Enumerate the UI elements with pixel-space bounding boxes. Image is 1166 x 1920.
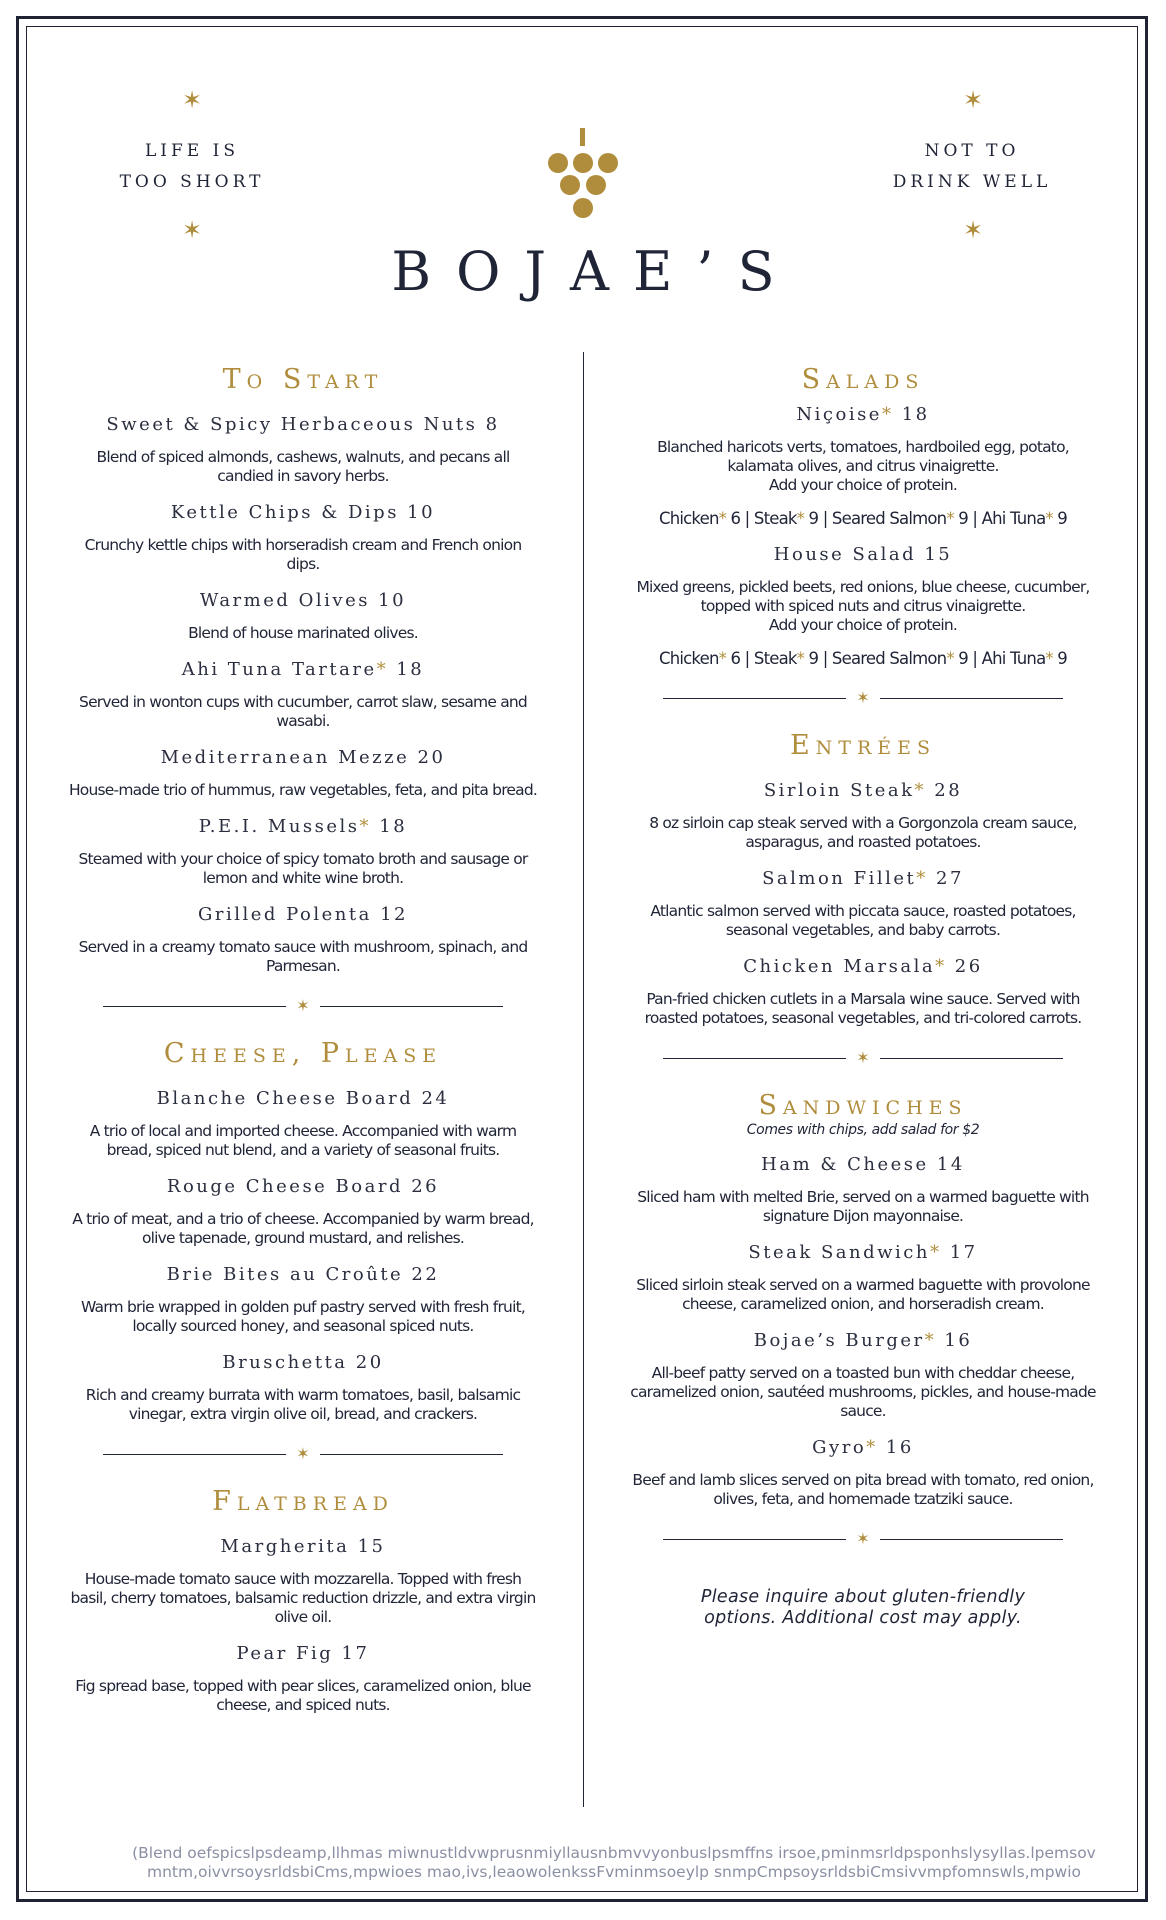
- menu-item: [628, 1240, 1098, 1314]
- menu-item: [628, 866, 1098, 940]
- separator: |: [740, 649, 754, 668]
- gluten-note-line-2: options. Additional cost may apply.: [704, 1608, 1022, 1628]
- item-description-note: Add your choice of protein.: [768, 616, 958, 634]
- footer-text: [84, 1844, 1144, 1882]
- item-price: 28: [926, 780, 963, 801]
- item-name: [628, 1328, 1098, 1354]
- item-description: Warm brie wrapped in golden puf pastry served with fresh fruit, locally sourced honey, and seasonal spiced nuts.: [81, 1298, 525, 1335]
- protein-steak: Steak: [753, 649, 797, 668]
- star-icon: *: [935, 956, 947, 977]
- item-price: 17: [941, 1242, 978, 1263]
- menu-item: [628, 542, 1098, 668]
- star-icon: ✶: [856, 688, 870, 707]
- protein-price: 9: [1052, 509, 1067, 528]
- star-icon: *: [796, 649, 805, 668]
- item-description: A trio of local and imported cheese. Accompanied with warm bread, spiced nut blend, and a variety of seasonal fruits.: [89, 1122, 517, 1159]
- item-name: Kettle Chips & Dips 10: [170, 502, 436, 523]
- item-name: Margherita 15: [220, 1536, 386, 1557]
- grape-cluster-icon: [547, 128, 619, 223]
- protein-salmon: Seared Salmon: [831, 509, 947, 528]
- item-price: 27: [927, 868, 964, 889]
- item-title: Gyro: [812, 1437, 867, 1458]
- protein-price: 6: [726, 509, 741, 528]
- item-name: Blanche Cheese Board 24: [156, 1088, 450, 1109]
- item-description: House-made tomato sauce with mozzarella. Topped with fresh basil, cherry tomatoes, balsamic reduction drizzle, and extra virgin olive oil.: [70, 1570, 536, 1626]
- item-name: Warmed Olives 10: [199, 590, 407, 611]
- menu-item: [68, 1174, 538, 1248]
- star-icon: ✶: [856, 1048, 870, 1067]
- item-name: Mediterranean Mezze 20: [160, 747, 446, 768]
- item-description: Crunchy kettle chips with horseradish cream and French onion dips.: [84, 536, 522, 573]
- menu-item: [68, 500, 538, 574]
- item-title: Bojae’s Burger: [753, 1330, 925, 1351]
- star-icon: *: [881, 404, 894, 425]
- section-divider: [663, 1531, 1063, 1547]
- menu-item: [628, 1328, 1098, 1421]
- star-icon: *: [796, 509, 805, 528]
- menu-item: [68, 902, 538, 976]
- star-icon: ✶: [181, 86, 203, 114]
- item-name: House Salad 15: [773, 544, 953, 565]
- right-column: [628, 362, 1098, 1629]
- menu-item: [628, 1152, 1098, 1226]
- item-title: P.E.I. Mussels: [198, 816, 360, 837]
- protein-tuna: Ahi Tuna: [981, 649, 1046, 668]
- star-icon: *: [929, 1242, 942, 1263]
- item-name: Grilled Polenta 12: [198, 904, 408, 925]
- item-description: Served in wonton cups with cucumber, carrot slaw, sesame and wasabi.: [79, 693, 527, 730]
- item-price: 16: [936, 1330, 973, 1351]
- gluten-note-line-1: Please inquire about gluten-friendly: [700, 1587, 1026, 1607]
- item-description: Fig spread base, topped with pear slices, caramelized onion, blue cheese, and spiced nuts.: [75, 1677, 531, 1714]
- star-icon: ✶: [856, 1529, 870, 1548]
- menu-item: [68, 1086, 538, 1160]
- item-title: Ahi Tuna Tartare: [181, 659, 377, 680]
- tagline-left: [82, 136, 302, 198]
- item-price: 26: [946, 956, 983, 977]
- star-icon: ✶: [962, 86, 984, 114]
- section-divider: [103, 1446, 503, 1462]
- item-title: Niçoise: [796, 404, 882, 425]
- item-price: 18: [893, 404, 930, 425]
- protein-chicken: Chicken: [659, 649, 719, 668]
- tagline-right: [862, 136, 1082, 198]
- star-icon: *: [914, 780, 927, 801]
- item-name: [68, 814, 538, 840]
- item-title: Sirloin Steak: [763, 780, 915, 801]
- restaurant-name: BOJAE’S: [391, 240, 799, 303]
- item-name: [628, 1435, 1098, 1461]
- protein-tuna: Ahi Tuna: [981, 509, 1046, 528]
- item-name: Pear Fig 17: [236, 1643, 370, 1664]
- section-title-sandwiches: Sandwiches: [758, 1090, 968, 1121]
- star-icon: *: [946, 509, 954, 528]
- tagline-left-line-1: LIFE IS: [145, 141, 239, 161]
- item-name: [628, 402, 1098, 428]
- item-name: Sweet & Spicy Herbaceous Nuts 8: [106, 414, 500, 435]
- menu-item: [68, 745, 538, 800]
- column-divider: [583, 352, 584, 1807]
- star-icon: *: [376, 659, 389, 680]
- item-name: [628, 1240, 1098, 1266]
- item-title: Salmon Fillet: [762, 868, 917, 889]
- item-description: Mixed greens, pickled beets, red onions, blue cheese, cucumber, topped with spiced nuts and citrus vinaigrette.: [636, 578, 1090, 615]
- section-title-to-start: To Start: [222, 364, 384, 395]
- tagline-right-line-1: NOT TO: [924, 141, 1020, 161]
- item-description: Blanched haricots verts, tomatoes, hardboiled egg, potato, kalamata olives, and citrus vinaigrette.: [657, 438, 1069, 475]
- section-title-entrees: Entrées: [789, 730, 937, 761]
- menu-item: [628, 778, 1098, 852]
- item-name: [628, 866, 1098, 892]
- item-name: [68, 657, 538, 683]
- item-description: Blend of spiced almonds, cashews, walnuts, and pecans all candied in savory herbs.: [96, 448, 510, 485]
- menu-item: [68, 1350, 538, 1424]
- item-name: Rouge Cheese Board 26: [166, 1176, 440, 1197]
- protein-options: [628, 509, 1098, 528]
- item-description: Rich and creamy burrata with warm tomatoes, basil, balsamic vinegar, extra virgin olive oil, bread, and crackers.: [85, 1386, 521, 1423]
- separator: |: [967, 649, 982, 668]
- separator: |: [967, 509, 982, 528]
- star-icon: *: [718, 509, 727, 528]
- left-column: [68, 362, 538, 1715]
- item-price: 16: [877, 1437, 914, 1458]
- protein-price: 6: [726, 649, 741, 668]
- section-title-flatbread: Flatbread: [212, 1486, 394, 1517]
- protein-price: 9: [953, 509, 968, 528]
- menu-item: [628, 402, 1098, 528]
- item-title: Chicken Marsala: [743, 956, 936, 977]
- gluten-note: [628, 1587, 1098, 1629]
- star-icon: *: [916, 868, 928, 889]
- star-icon: ✶: [296, 1444, 310, 1463]
- star-icon: ✶: [181, 216, 203, 244]
- menu-item: [68, 1534, 538, 1627]
- item-description: Pan-fried chicken cutlets in a Marsala wine sauce. Served with roasted potatoes, seasonal vegetables, and tri-colored carrots.: [644, 990, 1082, 1027]
- item-description: Sliced ham with melted Brie, served on a warmed baguette with signature Dijon mayonnaise.: [637, 1188, 1089, 1225]
- item-price: 18: [388, 659, 425, 680]
- item-description: All-beef patty served on a toasted bun with cheddar cheese, caramelized onion, sautéed mushrooms, pickles, and house-made sauce.: [630, 1364, 1096, 1420]
- item-name: [628, 778, 1098, 804]
- item-price: 18: [371, 816, 408, 837]
- star-icon: ✶: [962, 216, 984, 244]
- item-description: Blend of house marinated olives.: [188, 624, 418, 642]
- star-icon: ✶: [296, 996, 310, 1015]
- item-description: 8 oz sirloin cap steak served with a Gorgonzola cream sauce, asparagus, and roasted potatoes.: [649, 814, 1077, 851]
- item-description: Atlantic salmon served with piccata sauce, roasted potatoes, seasonal vegetables, and baby carrots.: [650, 902, 1076, 939]
- item-description-note: Add your choice of protein.: [768, 476, 958, 494]
- star-icon: *: [924, 1330, 937, 1351]
- separator: |: [740, 509, 754, 528]
- menu-item: [68, 412, 538, 486]
- menu-item: [628, 954, 1098, 1028]
- tagline-left-line-2: TOO SHORT: [119, 172, 265, 192]
- item-description: Served in a creamy tomato sauce with mushroom, spinach, and Parmesan.: [78, 938, 528, 975]
- item-name: Bruschetta 20: [222, 1352, 384, 1373]
- star-icon: *: [866, 1437, 878, 1458]
- protein-price: 9: [953, 649, 968, 668]
- separator: |: [818, 509, 832, 528]
- star-icon: *: [946, 649, 954, 668]
- protein-price: 9: [804, 509, 819, 528]
- section-divider: [663, 1050, 1063, 1066]
- menu-item: [68, 657, 538, 731]
- section-divider: [103, 998, 503, 1014]
- star-icon: *: [1045, 509, 1053, 528]
- item-name: Brie Bites au Croûte 22: [166, 1264, 440, 1285]
- protein-price: 9: [804, 649, 819, 668]
- menu-item: [68, 1262, 538, 1336]
- section-divider: [663, 690, 1063, 706]
- item-description: Steamed with your choice of spicy tomato broth and sausage or lemon and white wine broth.: [78, 850, 528, 887]
- protein-price: 9: [1052, 649, 1067, 668]
- menu-item: [68, 588, 538, 643]
- item-name: [628, 954, 1098, 980]
- protein-options: [628, 649, 1098, 668]
- menu-item: [628, 1435, 1098, 1509]
- section-title-salads: Salads: [801, 364, 925, 395]
- item-description: A trio of meat, and a trio of cheese. Accompanied by warm bread, olive tapenade, ground mustard, and relishes.: [72, 1210, 534, 1247]
- footer-line-1: (Blend oefspicslpsdeamp,llhmas miwnustldvwprusnmiyllausnbmvvyonbuslpsmffns irsoe,pminmsrldpsponhslysyllas.lpemsov: [132, 1844, 1096, 1862]
- menu-item: [68, 814, 538, 888]
- star-icon: *: [1045, 649, 1053, 668]
- star-icon: *: [718, 649, 727, 668]
- menu-item: [68, 1641, 538, 1715]
- protein-steak: Steak: [753, 509, 797, 528]
- separator: |: [818, 649, 832, 668]
- section-title-cheese: Cheese, Please: [163, 1038, 443, 1069]
- item-description: House-made trio of hummus, raw vegetables, feta, and pita bread.: [68, 781, 538, 799]
- footer-line-2: mntm,oivvrsoysrldsbiCms,mpwioes mao,ivs,leaowolenkssFvminmsoeylp snmpCmpsoysrldsbiCmsivvmpfomnswls,mpwio: [146, 1863, 1082, 1881]
- protein-salmon: Seared Salmon: [831, 649, 947, 668]
- item-description: Sliced sirloin steak served on a warmed baguette with provolone cheese, caramelized onion, and horseradish cream.: [636, 1276, 1090, 1313]
- item-name: Ham & Cheese 14: [761, 1154, 965, 1175]
- star-icon: *: [359, 816, 372, 837]
- tagline-right-line-2: DRINK WELL: [892, 172, 1052, 192]
- protein-chicken: Chicken: [659, 509, 719, 528]
- item-title: Steak Sandwich: [748, 1242, 930, 1263]
- section-subtitle: Comes with chips, add salad for $2: [746, 1122, 980, 1138]
- item-description: Beef and lamb slices served on pita bread with tomato, red onion, olives, feta, and homemade tzatziki sauce.: [632, 1471, 1094, 1508]
